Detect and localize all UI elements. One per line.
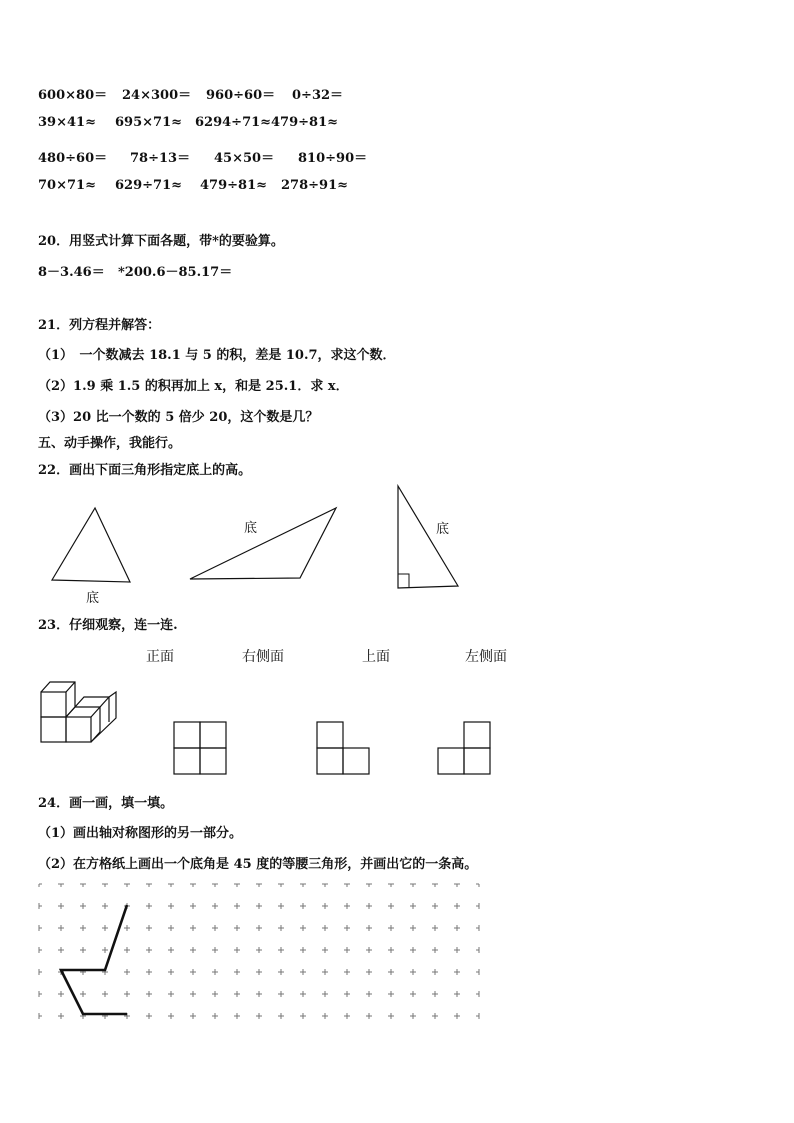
question-24-title: 24．画一画，填一填。 (38, 796, 174, 811)
q24-item: （2）在方格纸上画出一个底角是 45 度的等腰三角形，并画出它的一条高。 (38, 857, 478, 872)
section-5-title: 五、动手操作，我能行。 (38, 436, 182, 451)
q20-item: *200.6－85.17＝ (118, 265, 233, 280)
calc-item: 70×71≈ (38, 178, 96, 193)
q21-item: （1） 一个数减去 18.1 与 5 的积，差是 10.7，求这个数． (38, 348, 396, 363)
calc-item: 600×80＝ (38, 88, 108, 103)
grid-lines (39, 884, 479, 1026)
view-label-left: 左侧面 (465, 649, 507, 665)
calc-item: 278÷91≈ (281, 178, 349, 193)
question-20-title: 20．用竖式计算下面各题，带*的要验算。 (38, 234, 284, 249)
q24-item: （1）画出轴对称图形的另一部分。 (38, 826, 243, 841)
q21-item: （2）1.9 乘 1.5 的积再加上 x，和是 25.1．求 x． (38, 379, 349, 394)
base-label: 底 (244, 521, 258, 536)
calc-item: 695×71≈ (115, 115, 183, 130)
q20-item: 8－3.46＝ (38, 265, 105, 280)
base-label: 底 (86, 591, 100, 606)
calc-item: 960÷60＝ (206, 88, 276, 103)
base-label: 底 (436, 522, 450, 537)
partial-symmetric-figure (61, 905, 127, 1014)
view-label-front: 正面 (146, 649, 174, 665)
view-label-top: 上面 (362, 649, 390, 665)
calc-item: 480÷60＝ (38, 151, 108, 166)
q21-item: （3）20 比一个数的 5 倍少 20，这个数是几？ (38, 410, 319, 425)
calc-item: 39×41≈ (38, 115, 96, 130)
calc-item: 479÷81≈ (200, 178, 268, 193)
question-22-title: 22．画出下面三角形指定底上的高。 (38, 463, 252, 478)
calc-item: 479÷81≈ (271, 115, 339, 130)
calc-item: 629÷71≈ (115, 178, 183, 193)
view-label-right: 右侧面 (242, 649, 284, 665)
calc-item: 810÷90＝ (298, 151, 368, 166)
calc-item: 6294÷71≈ (195, 115, 272, 130)
question-23-title: 23．仔细观察，连一连. (38, 618, 178, 633)
calc-item: 45×50＝ (214, 151, 275, 166)
calc-item: 78÷13＝ (130, 151, 191, 166)
question-21-title: 21．列方程并解答： (38, 318, 161, 333)
calc-item: 0÷32＝ (292, 88, 344, 103)
calc-item: 24×300＝ (122, 88, 192, 103)
